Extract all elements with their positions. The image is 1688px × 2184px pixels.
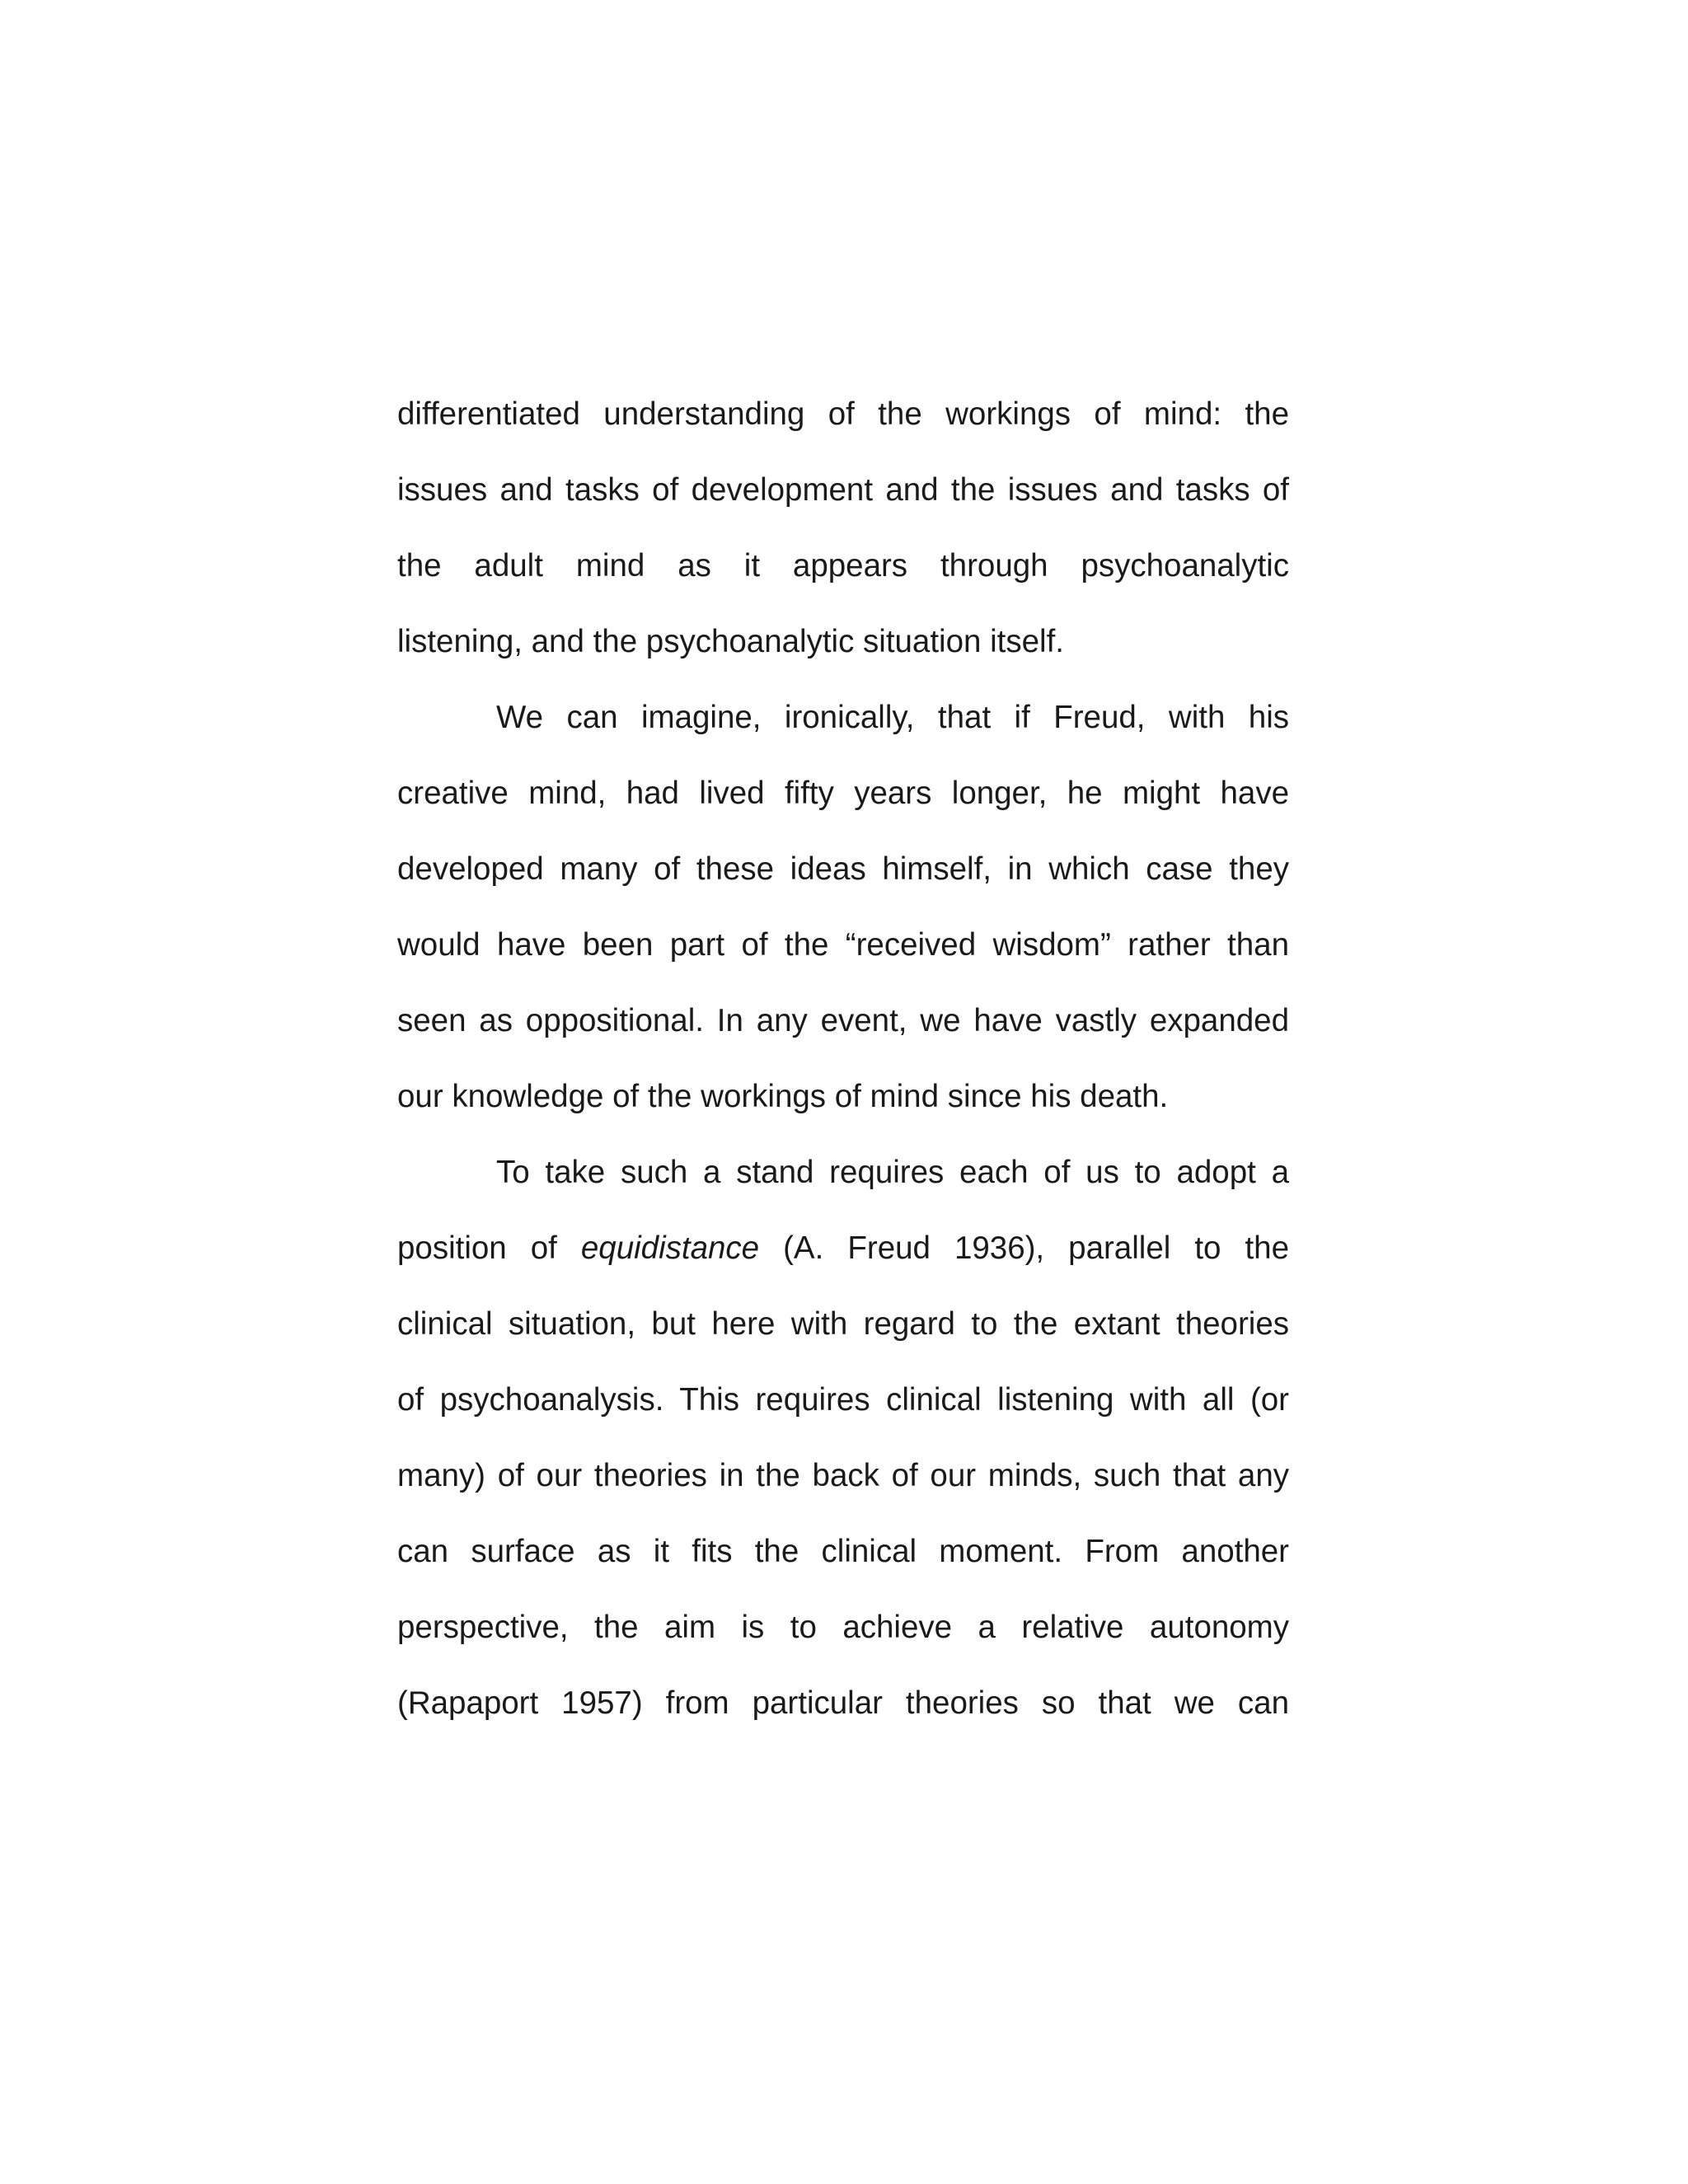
text-line: perspective, the aim is to achieve a relative autonomy — [397, 1610, 1289, 1645]
text-segment: (A. Freud 1936), parallel to the — [759, 1230, 1289, 1266]
paragraph-3 — [397, 1146, 1289, 1752]
text-line: many) of our theories in the back of our minds, such that any — [397, 1458, 1289, 1493]
text-line: the adult mind as it appears through psychoanalytic — [397, 548, 1289, 583]
text-line: To take such a stand requires each of us to adopt a — [496, 1155, 1289, 1190]
text-line-with-italic — [397, 1221, 1289, 1297]
text-line: listening, and the psychoanalytic situation itself. — [397, 624, 1064, 659]
body-text — [397, 387, 1289, 1752]
text-line: issues and tasks of development and the issues and tasks of — [397, 472, 1289, 508]
text-line: of psychoanalysis. This requires clinical listening with all (or — [397, 1382, 1289, 1418]
text-line: We can imagine, ironically, that if Freud, with his — [496, 700, 1289, 735]
text-line: can surface as it fits the clinical moment. From another — [397, 1534, 1289, 1569]
text-line: (Rapaport 1957) from particular theories so that we can — [397, 1685, 1289, 1721]
text-segment: position of — [397, 1230, 581, 1266]
text-line: differentiated understanding of the workings of mind: the — [397, 396, 1289, 432]
italic-term: equidistance — [580, 1230, 760, 1266]
text-line: our knowledge of the workings of mind since his death. — [397, 1079, 1169, 1114]
text-line: developed many of these ideas himself, in which case they — [397, 851, 1289, 887]
text-line: clinical situation, but here with regard to the extant theories — [397, 1306, 1289, 1342]
text-line: would have been part of the “received wisdom” rather than — [397, 927, 1289, 963]
text-line: seen as oppositional. In any event, we have vastly expanded — [397, 1003, 1289, 1038]
paragraph-2 — [397, 691, 1289, 1146]
text-line: creative mind, had lived fifty years longer, he might have — [397, 776, 1289, 811]
paragraph-1 — [397, 387, 1289, 691]
